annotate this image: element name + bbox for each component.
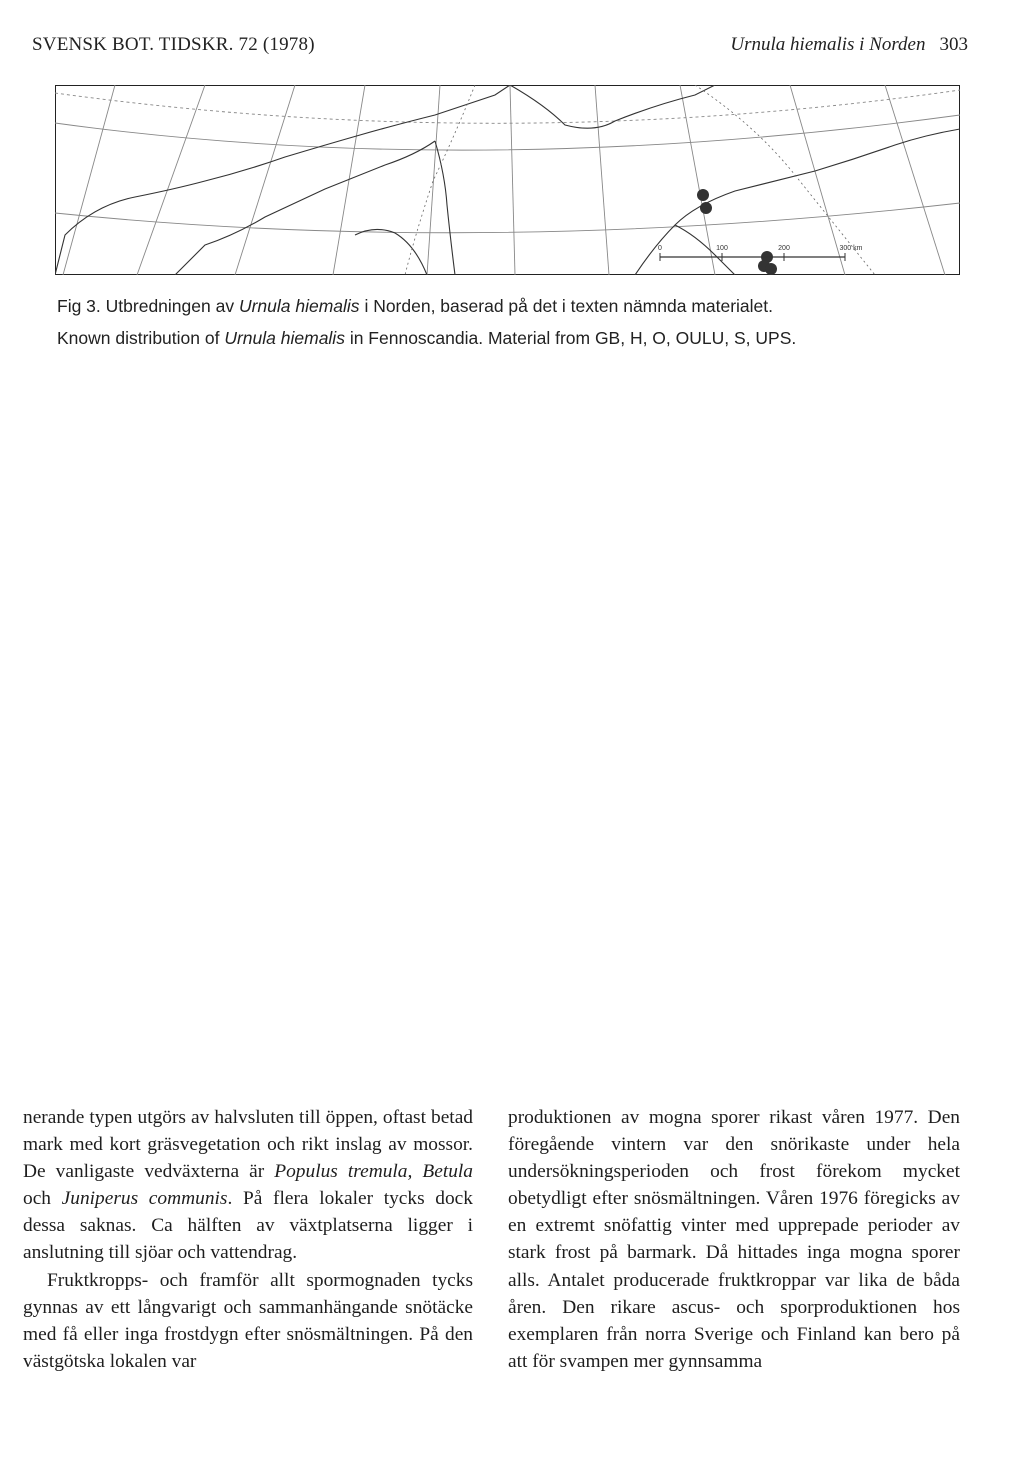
paragraph-text: och bbox=[23, 1188, 51, 1210]
journal-citation: SVENSK BOT. TIDSKR. 72 (1978) bbox=[32, 34, 315, 55]
paragraph: produktionen av mogna sporer rikast våren 1977. Den föregående vintern var den snörikaste under hela undersökningsperioden och frost förekom mycket obetydligt efter snösmältningen. Våren 1976 föregicks av en extremt snöfattig vinter med upprepade perioder av stark frost på barmark. Då hittades inga mogna sporer alls. Antalet producerade fruktkroppar var lika de båda åren. Den rikare ascus- och sporproduktionen hos exemplaren från norra Sverige och Finland kan bero på att för svampen mer gynnsamma bbox=[508, 1107, 960, 1372]
species-name: Juniperus communis bbox=[61, 1188, 228, 1210]
body-column-left bbox=[23, 1104, 473, 1375]
caption-text: Utbredningen av bbox=[105, 296, 235, 316]
paragraph-text: . På flera lokaler tycks dock dessa saknas. Ca hälften av växtplatserna ligger i anslutning till sjöar och vattendrag. bbox=[23, 1188, 473, 1264]
paragraph bbox=[23, 1104, 473, 1267]
locality-dot bbox=[700, 202, 712, 214]
scale-label: 100 bbox=[716, 245, 728, 252]
running-title-block bbox=[730, 34, 968, 56]
page-number: 303 bbox=[939, 34, 968, 55]
caption-text: i Norden, baserad på det i texten nämnda materialet. bbox=[364, 296, 774, 316]
locality-dot bbox=[765, 263, 777, 275]
species-name: Populus tremula, Betula bbox=[274, 1161, 473, 1183]
caption-english bbox=[57, 322, 967, 354]
paragraph: Fruktkropps- och framför allt spormognaden tycks gynnas av ett långvarigt och sammanhängande snötäcke med få eller inga frostdygn efter snösmältningen. På den västgötska lokalen var bbox=[23, 1269, 473, 1372]
running-head bbox=[32, 34, 968, 62]
distribution-map bbox=[55, 85, 960, 275]
scale-label: 200 bbox=[778, 245, 790, 252]
figure-caption bbox=[57, 290, 967, 354]
caption-label: Fig 3. bbox=[57, 296, 101, 316]
body-column-right bbox=[508, 1104, 960, 1375]
running-title: Urnula hiemalis i Norden bbox=[730, 34, 926, 55]
locality-dot bbox=[697, 189, 709, 201]
species-name: Urnula hiemalis bbox=[238, 296, 360, 316]
caption-text: in Fennoscandia. Material from GB, H, O, OULU, S, UPS. bbox=[349, 328, 797, 348]
scale-label: 300 km bbox=[839, 245, 863, 252]
species-name: Urnula hiemalis bbox=[224, 328, 345, 348]
paragraph-text: nerande typen utgörs av halvsluten till öppen, oftast betad mark med kort gräsvegetation och rikt inslag av mossor. De vanligaste vedväxterna är bbox=[23, 1107, 473, 1183]
caption-text: Known distribution of bbox=[57, 328, 220, 348]
scale-label: 0 bbox=[658, 245, 662, 252]
caption-swedish bbox=[57, 290, 967, 322]
